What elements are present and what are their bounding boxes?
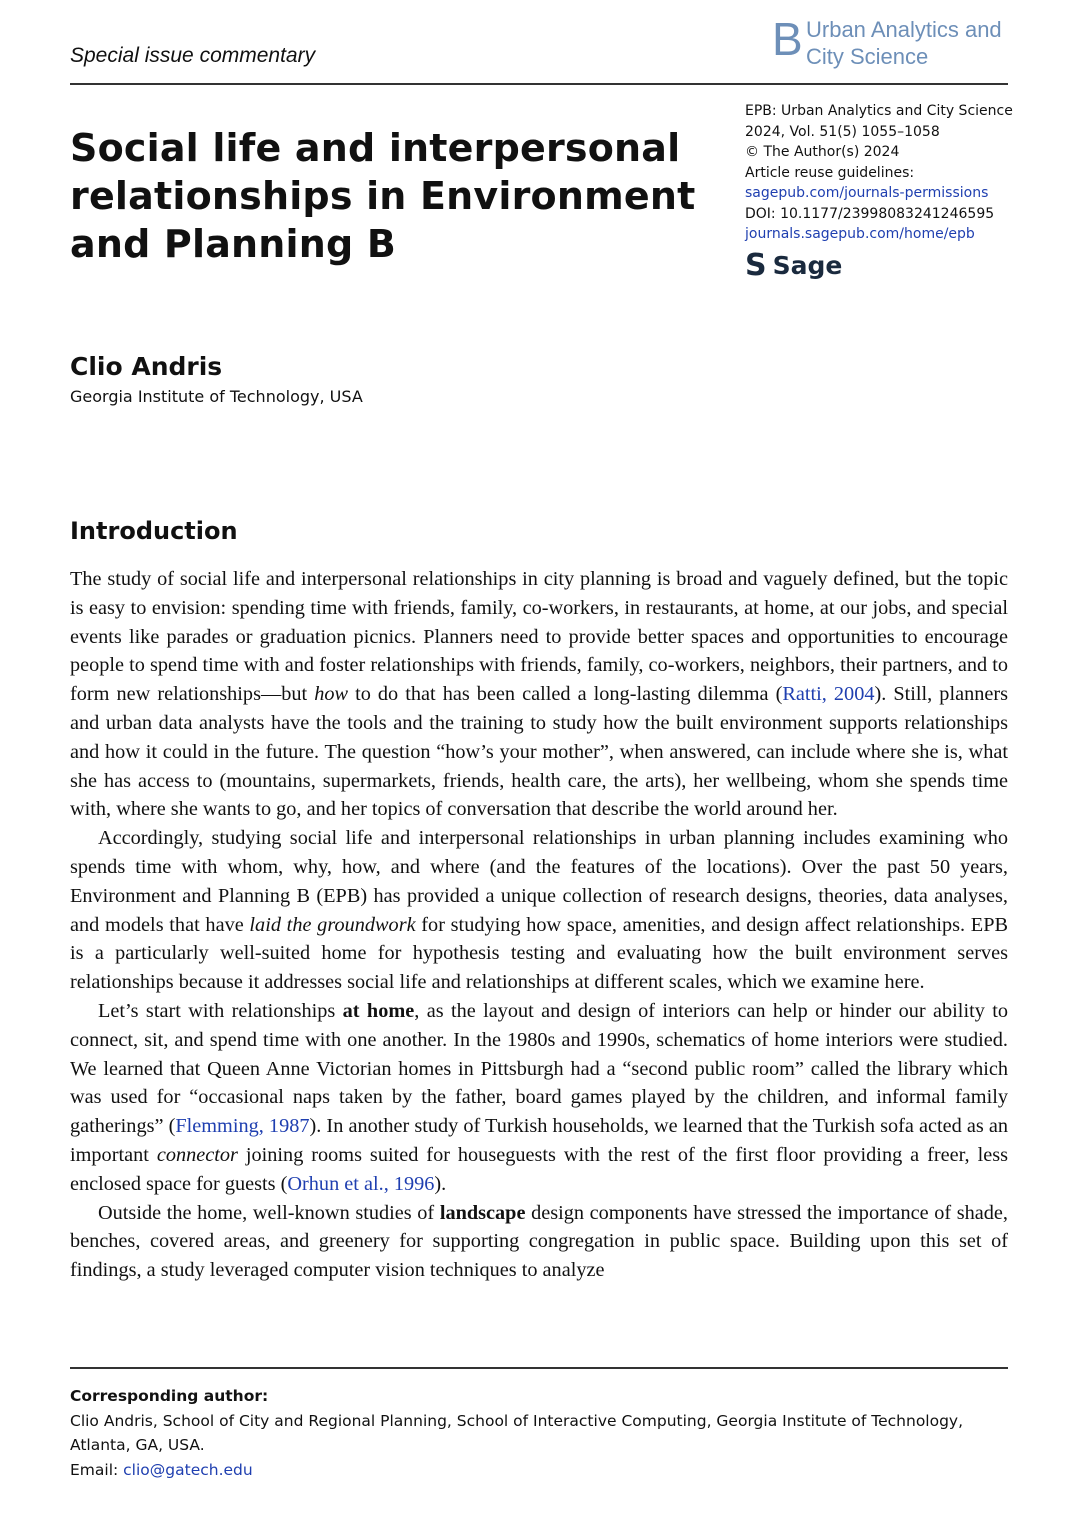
- citation-link[interactable]: Flemming, 1987: [175, 1115, 310, 1138]
- author-affiliation: Georgia Institute of Technology, USA: [70, 387, 363, 406]
- paragraph-2: Accordingly, studying social life and interpersonal relationships in urban planning includes examining who spends time with whom, why, how, and where (and the features of the locations). Over the past 50 years, Environment and Planning B (EPB) has provided a unique collection of research designs, theories, data analyses, and models that have laid the groundwork for studying how space, amenities, and design affect relationships. EPB is a particularly well-suited home for hypothesis testing and evaluating how the built environment serves relationships because it addresses social life and relationships at different scales, which we examine here.: [70, 827, 1008, 994]
- copyright-notice: © The Author(s) 2024: [745, 144, 900, 160]
- corresponding-author-label: Corresponding author:: [70, 1387, 269, 1405]
- citation-link[interactable]: Ratti, 2004: [782, 683, 875, 706]
- volume-info: 2024, Vol. 51(5) 1055–1058: [745, 123, 940, 140]
- journal-logo-line2: City Science: [806, 44, 929, 69]
- journal-logo: [772, 14, 1022, 74]
- header-divider: [70, 83, 1008, 85]
- emphasis-how: how: [314, 683, 349, 706]
- email-link[interactable]: clio@gatech.edu: [123, 1460, 253, 1479]
- emphasis-connector: connector: [156, 1143, 238, 1166]
- doi: DOI: 10.1177/23998083241246595: [745, 205, 995, 222]
- paragraph-1: The study of social life and interpersonal relationships in city planning is broad and vaguely defined, but the topic is easy to envision: spending time with friends, family, co-workers, in restaurants, at home, at our jobs, and special events like parades or graduation picnics. Planners need to provide better spaces and opportunities to encourage people to spend time with and foster relationships with friends, family, co-workers, neighbors, their partners, and to form new relationships—but how to do that has been called a long-lasting dilemma (Ratti, 2004). Still, planners and urban data analysts have the tools and the training to study how the built environment supports relationships and how it could in the future. The question “how’s your mother”, when answered, can include where she is, what she has access to (mountains, supermarkets, friends, health care, the arts), her wellbeing, whom she spends time with, where she wants to go, and her topics of conversation that describe the world around her.: [70, 568, 1009, 821]
- sage-s-icon: S: [745, 247, 767, 283]
- bold-landscape: landscape: [439, 1201, 526, 1224]
- article-title: Social life and interpersonal relationships in Environment and Planning B: [70, 126, 696, 266]
- sage-logo: [745, 248, 842, 282]
- section-heading: Introduction: [70, 517, 238, 545]
- author-address-line1: Clio Andris, School of City and Regional Planning, School of Interactive Computing, Georgia Institute of Technology,: [70, 1411, 964, 1430]
- email-line: [70, 1458, 1008, 1483]
- paragraph-4: Outside the home, well-known studies of landscape design components have stressed the importance of shade, benches, covered areas, and greenery for supporting congregation in public space. Building upon this set of findings, a study leveraged computer vision techniques to analyze: [70, 1201, 1008, 1282]
- author-name: Clio Andris: [70, 352, 223, 381]
- journal-home-link[interactable]: journals.sagepub.com/home/epb: [745, 226, 975, 242]
- author-address-line2: Atlanta, GA, USA.: [70, 1436, 205, 1454]
- article-metadata: [745, 101, 1015, 245]
- email-label: Email:: [70, 1460, 124, 1479]
- sage-wordmark: Sage: [772, 250, 843, 280]
- journal-logo-line1: Urban Analytics and: [806, 17, 1002, 42]
- journal-name: EPB: Urban Analytics and City Science: [745, 103, 1013, 119]
- journal-logo-letter: B: [772, 13, 803, 65]
- reuse-label: Article reuse guidelines:: [745, 164, 915, 181]
- footer-divider: [70, 1367, 1008, 1369]
- emphasis-groundwork: laid the groundwork: [249, 913, 416, 936]
- permissions-link[interactable]: sagepub.com/journals-permissions: [745, 185, 989, 201]
- bold-at-home: at home: [342, 999, 415, 1022]
- paragraph-3: Let’s start with relationships at home, as the layout and design of interiors can help or hinder our ability to connect, sit, and spend time with one another. In the 1980s and 1990s, schematics of home interiors were studied. We learned that Queen Anne Victorian homes in Pittsburgh had a “second public room” called the library which was used for “occasional naps taken by the father, board games played by the children, and informal family gatherings” (Flemming, 1987). In another study of Turkish households, we learned that the Turkish sofa acted as an important connector joining rooms suited for houseguests with the rest of the first floor providing a freer, less enclosed space for guests (Orhun et al., 1996).: [70, 999, 1009, 1195]
- issue-type-label: Special issue commentary: [70, 44, 316, 67]
- article-body: [70, 565, 1008, 1285]
- citation-link[interactable]: Orhun et al., 1996: [287, 1172, 435, 1195]
- corresponding-author-block: [70, 1384, 1008, 1482]
- journal-logo-name: [806, 16, 1002, 70]
